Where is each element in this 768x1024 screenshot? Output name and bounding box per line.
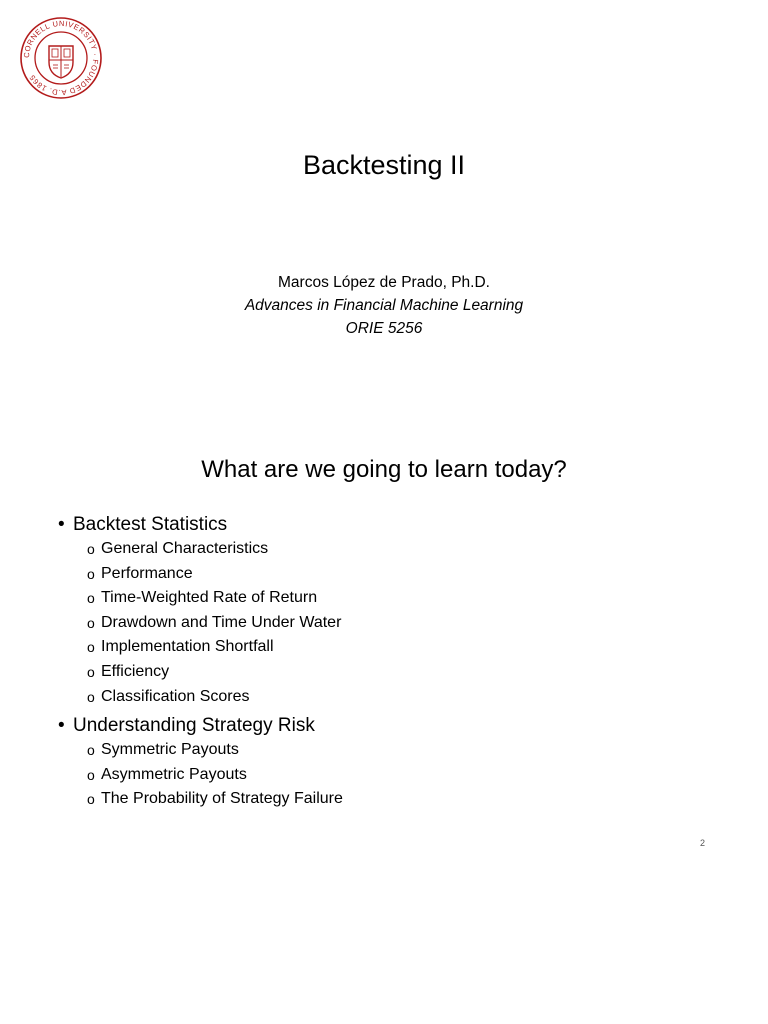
author-name: Marcos López de Prado, Ph.D. [278, 274, 490, 291]
bullet-circle-icon: o [87, 663, 95, 680]
bullet-circle-icon: o [87, 742, 95, 759]
list-item-label: Symmetric Payouts [101, 741, 239, 759]
bullet-circle-icon: o [87, 639, 95, 656]
section-label: Backtest Statistics [73, 514, 228, 535]
list-item-label: Performance [101, 564, 193, 582]
list-item [58, 586, 698, 611]
list-item [58, 537, 698, 562]
bullet-circle-icon: o [87, 590, 95, 607]
list-item [58, 685, 698, 710]
bullet-circle-icon: o [87, 766, 95, 783]
page-number: 2 [700, 838, 706, 848]
bullet-circle-icon: o [87, 565, 95, 582]
list-item [58, 660, 698, 685]
agenda-title: What are we going to learn today? [201, 456, 567, 483]
section-label: Understanding Strategy Risk [73, 715, 315, 737]
list-item [58, 787, 698, 812]
list-item-label: Asymmetric Payouts [101, 765, 247, 783]
bullet-dot-icon: • [58, 514, 65, 535]
bullet-circle-icon: o [87, 791, 95, 808]
list-item [58, 611, 698, 636]
cornell-seal-logo [19, 16, 103, 100]
bullet-circle-icon: o [87, 614, 95, 631]
agenda-section [58, 512, 698, 537]
svg-text:CORNELL UNIVERSITY · FOUNDED A: CORNELL UNIVERSITY · FOUNDED A.D. 1865 [21, 18, 101, 98]
list-item-label: Efficiency [101, 662, 170, 680]
bullet-circle-icon: o [87, 541, 95, 557]
list-item-label: The Probability of Strategy Failure [101, 790, 343, 808]
list-item-label: Time-Weighted Rate of Return [101, 589, 318, 607]
bullet-circle-icon: o [87, 688, 95, 705]
list-item [58, 738, 698, 763]
list-item [58, 562, 698, 587]
course-code: ORIE 5256 [345, 320, 423, 337]
agenda-list [58, 512, 698, 812]
list-item-label: General Characteristics [101, 540, 269, 557]
bullet-dot-icon: • [58, 715, 65, 737]
list-item [58, 635, 698, 660]
book-title: Advances in Financial Machine Learning [244, 297, 524, 314]
list-item-label: Implementation Shortfall [101, 638, 274, 656]
author-block [0, 271, 768, 340]
list-item-label: Drawdown and Time Under Water [101, 613, 342, 631]
agenda-section [58, 713, 698, 738]
list-item [58, 763, 698, 788]
slide-title: Backtesting II [302, 150, 466, 180]
list-item-label: Classification Scores [101, 687, 250, 705]
